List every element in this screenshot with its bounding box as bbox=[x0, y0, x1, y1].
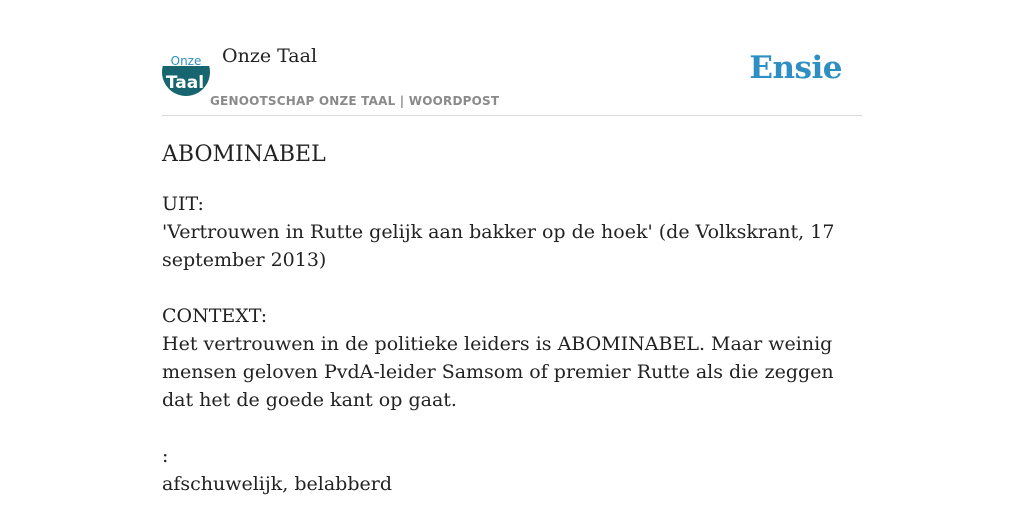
context-label: CONTEXT: bbox=[162, 305, 268, 327]
svg-text:Taal: Taal bbox=[165, 73, 205, 93]
meaning-text: afschuwelijk, belabberd bbox=[162, 473, 392, 495]
article-title: ABOMINABEL bbox=[162, 142, 326, 167]
ensie-brand-logo[interactable]: Ensie bbox=[749, 50, 842, 86]
article-body bbox=[162, 116, 862, 498]
context-text: Het vertrouwen in de politieke leiders is ABOMINABEL. Maar weinig mensen geloven PvdA-leider Samsom of premier Rutte als die zeggen dat het de goede kant op gaat. bbox=[162, 333, 834, 411]
svg-text:Onze: Onze bbox=[170, 54, 202, 68]
onze-taal-logo-icon bbox=[162, 48, 210, 96]
spacer bbox=[162, 274, 862, 302]
source-subtitle: GENOOTSCHAP ONZE TAAL | WOORDPOST bbox=[210, 94, 500, 108]
from-label: UIT: bbox=[162, 193, 204, 215]
meaning-label: : bbox=[162, 445, 169, 467]
onze-taal-logo[interactable] bbox=[162, 48, 210, 96]
source-name[interactable]: Onze Taal bbox=[222, 45, 318, 67]
from-text: 'Vertrouwen in Rutte gelijk aan bakker op de hoek' (de Volkskrant, 17 september 2013) bbox=[162, 221, 835, 271]
card-header bbox=[162, 0, 862, 116]
ensie-card bbox=[162, 0, 862, 498]
spacer bbox=[162, 414, 862, 442]
